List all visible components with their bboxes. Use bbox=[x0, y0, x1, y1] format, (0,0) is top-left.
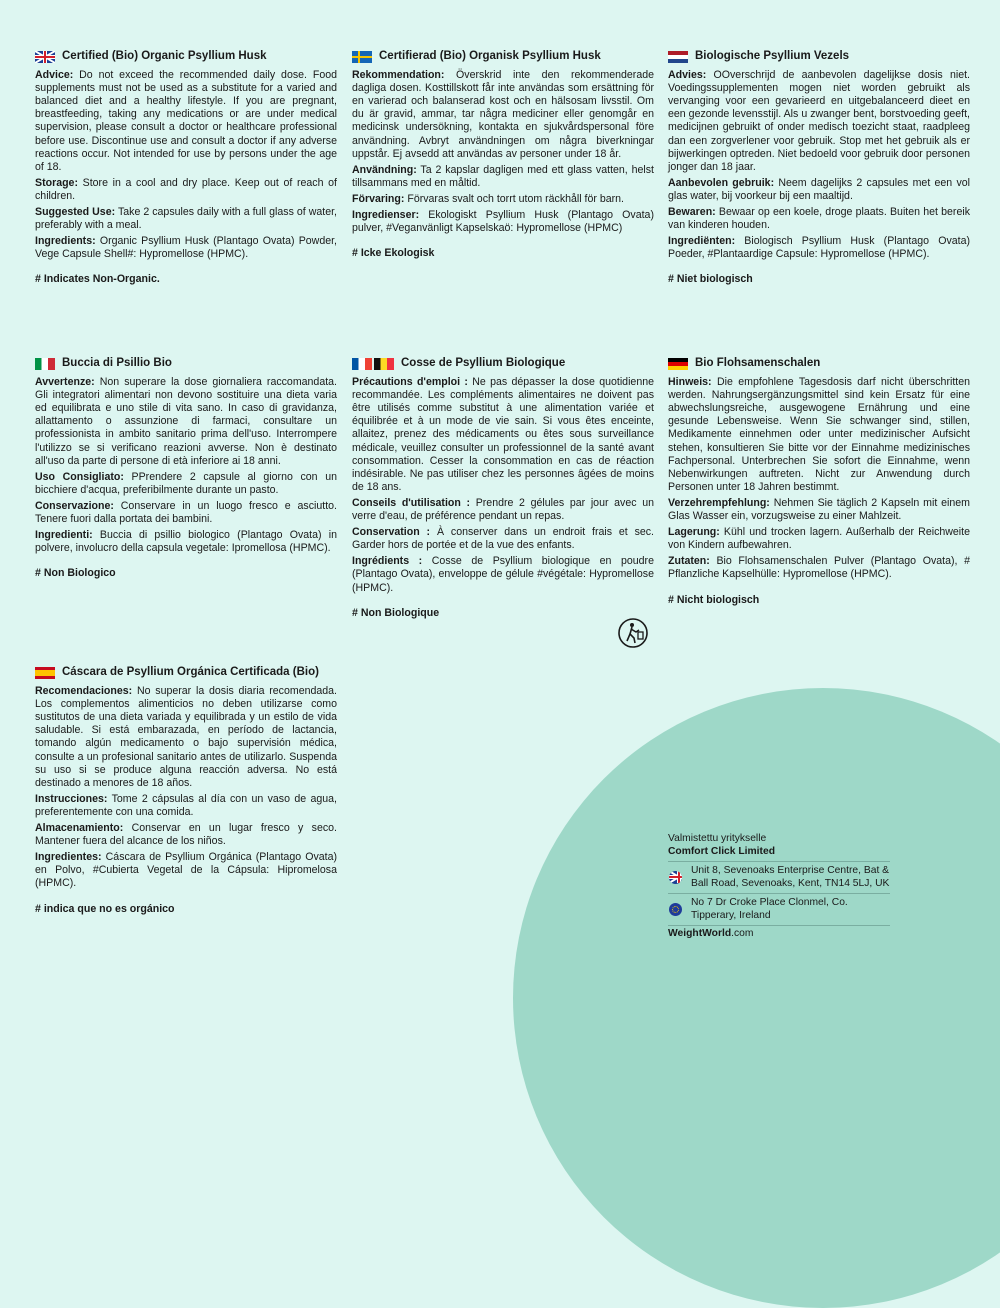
belgium-flag-icon bbox=[374, 358, 394, 370]
non-organic-note: # Non Biologique bbox=[352, 606, 440, 619]
section-italian: Buccia di Psillio Bio Avvertenze: Non superare la dose giornaliera raccomandata. Gli integratori alimentari non devono sostituire una dieta varia ed equilibrata e uno stile di vita sano. In caso di gravidanza, allattamento o assunzione di farmaci, consultare un professionista in ambito sanitario prima dell'uso. Interrompere l'utilizzo se si verificano reazioni avverse. Non è destinato all'uso da parte di persone di età inferiore ai 18 anni. Uso Consigliato: PPrendere 2 capsule al giorno con un bicchiere d'acqua, preferibilmente durante un pasto. Conservazione: Conservare in un luogo fresco e asciutto. Tenere fuori dalla portata dei bambini. Ingredienti: Buccia di psillio biologico (Plantago Ovata) in polvere, involucro della capsula vegetale: Ipromellosa (HPMC). # Non Biologico bbox=[35, 357, 337, 580]
non-organic-note: # Non Biologico bbox=[35, 567, 116, 580]
made-for-label: Valmistettu yritykselle bbox=[668, 833, 767, 844]
section-german: Bio Flohsamenschalen Hinweis: Die empfohlene Tagesdosis darf nicht überschritten werden. Nahrungsergänzungsmittel sind kein Ersatz für eine abwechslungsreiche, ausgewogene Ernährung und eine gesunde Lebensweise. Wenn Sie schwanger sind, stillen, Medikamente einnehmen oder unter medizinischer Aufsicht stehen, konsultieren Sie bitte vor der Einnahme medizinisches Fachpersonal. Unterbrechen Sie sofort die Einnahme, wenn Nebenwirkungen auftreten. Nicht zur Anwendung durch Personen unter 18 Jahren bestimmt. Verzehrempfehlung: Nehmen Sie täglich 2 Kapseln mit einem Glas Wasser ein, vorzugsweise zu einer Mahlzeit. Lagerung: Kühl und trocken lagern. Außerhalb der Reichweite von Kindern aufbewahren. Zutaten: Bio Flohsamenschalen Pulver (Plantago Ovata), # Pflanzliche Kapselhülle: Hypromellose (HPMC). # Nicht biologisch bbox=[668, 357, 970, 606]
tidyman-recycle-icon bbox=[617, 617, 649, 649]
section-dutch: Biologische Psyllium Vezels Advies: OOverschrijd de aanbevolen dagelijkse dosis niet. Voedingssupplementen mogen niet worden gebruikt als vervanging voor een gevarieerd en uitgebalanceerd dieet en een gezonde levensstijl. Als u zwanger bent, borstvoeding geeft, medicijnen gebruikt of onder medisch toezicht staat, raadpleeg dan een zorgverlener voor gebruik. Stop met het gebruik als er bijwerkingen optreden. Niet bedoeld voor gebruik door personen jonger dan 18 jaar. Aanbevolen gebruik: Neem dagelijks 2 capsules met een vol glas water, bij voorkeur bij een maaltijd. Bewaren: Bewaar op een koele, droge plaats. Buiten het bereik van kinderen houden. Ingrediënten: Biologisch Psyllium Husk (Plantago Ovata) Poeder, #Plantaardige Capsule: Hypromellose (HPMC). # Niet biologisch bbox=[668, 50, 970, 286]
decorative-circle bbox=[513, 688, 1000, 1308]
sweden-flag-icon bbox=[352, 51, 372, 63]
non-organic-note: # Nicht biologisch bbox=[668, 593, 760, 606]
ireland-address: No 7 Dr Croke Place Clonmel, Co. Tipperary, Ireland bbox=[668, 894, 890, 925]
section-title: Cáscara de Psyllium Orgánica Certificada (Bio) bbox=[35, 666, 337, 679]
netherlands-flag-icon bbox=[668, 51, 688, 63]
section-swedish: Certifierad (Bio) Organisk Psyllium Husk Rekommendation: Överskrid inte den rekommenderade dagliga dosen. Kosttillskott får inte användas som ersättning för en varierad och balanserad kost och en hälsosam livsstil. Om du är gravid, ammar, tar några mediciner eller genomgår en medicinsk undersökning, kontakta en sjukvårdspersonal före användning. Avbryt användningen om några biverkningar uppstår. Ej avsedd att användas av personer under 18 år. Användning: Ta 2 kapslar dagligen med ett glass vatten, helst tillsammans med en måltid. Förvaring: Förvaras svalt och torrt utom räckhåll för barn. Ingredienser: Ekologiskt Psyllium Husk (Plantago Ovata) pulver, #Veganvänligt Kapselskaö: Hypromellose (HPMC) # Icke Ekologisk bbox=[352, 50, 654, 260]
france-flag-icon bbox=[352, 358, 372, 370]
company-name: Comfort Click Limited bbox=[668, 845, 775, 857]
brand-website: WeightWorld.com bbox=[668, 928, 754, 939]
section-title: Bio Flohsamenschalen bbox=[668, 357, 970, 370]
section-title: Certified (Bio) Organic Psyllium Husk bbox=[35, 50, 337, 63]
non-organic-note: # indica que no es orgánico bbox=[35, 902, 175, 915]
section-title: Buccia di Psillio Bio bbox=[35, 357, 337, 370]
section-title: Cosse de Psyllium Biologique bbox=[352, 357, 654, 370]
eu-flag-icon bbox=[669, 903, 682, 916]
uk-flag-icon bbox=[669, 871, 682, 884]
section-english: Certified (Bio) Organic Psyllium Husk Advice: Do not exceed the recommended daily dose. Food supplements must not be used as a substitute for a varied and balanced diet and a healthy lifestyle. If you are pregnant, breastfeeding, taking any medications or are under medical supervision, please consult a doctor or healthcare professional before use. Discontinue use and consult a doctor if any adverse reactions occur. Not intended for use by persons under the age of 18. Storage: Store in a cool and dry place. Keep out of reach of children. Suggested Use: Take 2 capsules daily with a full glass of water, preferably with a meal. Ingredients: Organic Psyllium Husk (Plantago Ovata) Powder, Vege Capsule Shell#: Hypromellose (HPMC). # Indicates Non-Organic. bbox=[35, 50, 337, 286]
company-info bbox=[668, 833, 890, 941]
germany-flag-icon bbox=[668, 358, 688, 370]
non-organic-note: # Indicates Non-Organic. bbox=[35, 273, 160, 286]
italy-flag-icon bbox=[35, 358, 55, 370]
spain-flag-icon bbox=[35, 667, 55, 679]
uk-address: Unit 8, Sevenoaks Enterprise Centre, Bat & Ball Road, Sevenoaks, Kent, TN14 5LJ, UK bbox=[668, 862, 890, 893]
section-title: Certifierad (Bio) Organisk Psyllium Husk bbox=[352, 50, 654, 63]
non-organic-note: # Icke Ekologisk bbox=[352, 247, 435, 260]
section-spanish: Cáscara de Psyllium Orgánica Certificada (Bio) Recomendaciones: No superar la dosis diaria recomendada. Los complementos alimenticios no deben utilizarse como sustitutos de una dieta variada y equilibrada y un estilo de vida saludable. Si está embarazada, en período de lactancia, tomando algún medicamento o bajo supervisión médica, consulte a un profesional sanitario antes de utilizarlo. Suspenda su uso si se produce alguna reacción adversa. No está destinado a menores de 18 años. Instrucciones: Tome 2 cápsulas al día con un vaso de agua, preferentemente con una comida. Almacenamiento: Conservar en un lugar fresco y seco. Mantener fuera del alcance de los niños. Ingredientes: Cáscara de Psyllium Orgánica (Plantago Ovata) en Polvo, #Cubierta Vegetal de la Cápsula: Hipromelosa (HPMC). # indica que no es orgánico bbox=[35, 666, 337, 915]
uk-flag-icon bbox=[35, 51, 55, 63]
section-title: Biologische Psyllium Vezels bbox=[668, 50, 970, 63]
non-organic-note: # Niet biologisch bbox=[668, 273, 753, 286]
section-french: Cosse de Psyllium Biologique Précautions d'emploi : Ne pas dépasser la dose quotidienne recommandée. Les compléments alimentaires ne doivent pas être utilisés comme substitut à une alimentation variée et équilibrée et à un mode de vie sain. Si vous êtes enceinte, allaitez, prenez des médicaments ou êtes sous surveillance médicale, veuillez consulter un professionnel de la santé avant consommation. Cesser la consommation en cas de réaction indésirable. Ne pas utiliser chez les personnes âgées de moins de 18 ans. Conseils d'utilisation : Prendre 2 gélules par jour avec un verre d'eau, de préférence pendant un repas. Conservation : À conserver dans un endroit frais et sec. Garder hors de portée et de la vue des enfants. Ingrédients : Cosse de Psyllium biologique en poudre (Plantago Ovata), enveloppe de gélule #végétale: Hypromellose (HPMC). # Non Biologique bbox=[352, 357, 655, 619]
